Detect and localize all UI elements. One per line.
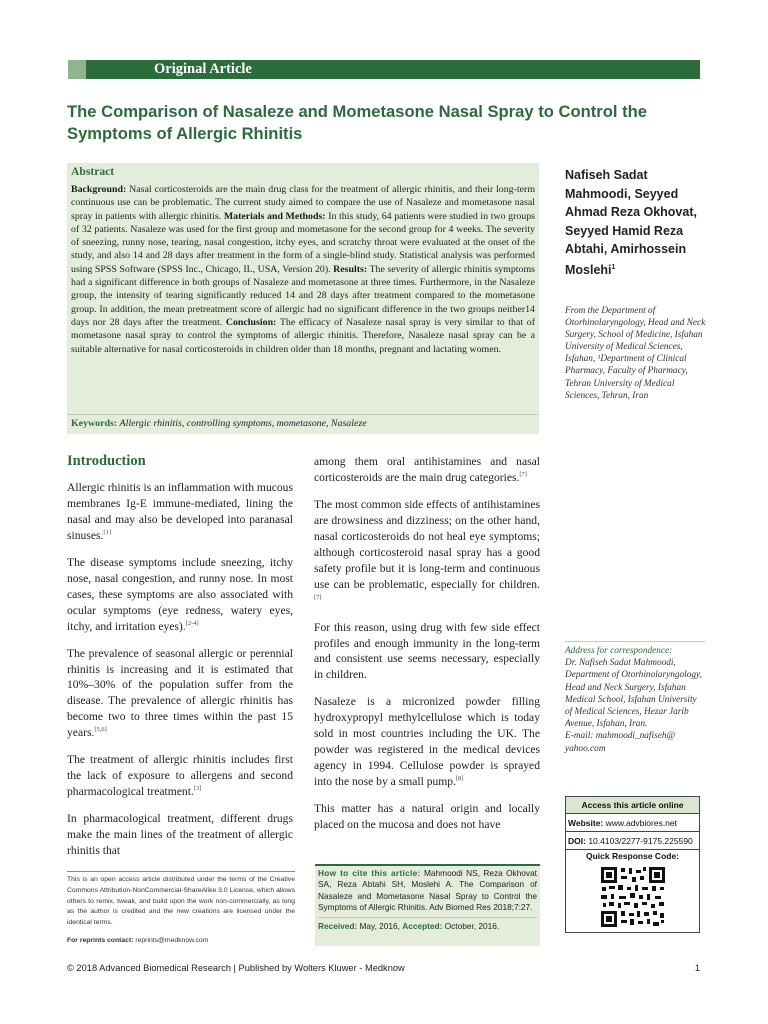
page-footer xyxy=(67,963,700,973)
intro-paragraph xyxy=(67,555,293,635)
abstract-box xyxy=(67,163,539,432)
website-link[interactable]: www.advbiores.net xyxy=(605,818,677,828)
qr-code-icon[interactable] xyxy=(599,865,667,929)
received-date: May, 2016, xyxy=(359,920,400,931)
citation-ref[interactable]: [8] xyxy=(456,775,464,783)
author-names: Nafiseh Sadat Mahmoodi, Seyyed Ahmad Reza Okhovat, Seyyed Hamid Reza Abtahi, Amirhossein Moslehi xyxy=(565,168,697,278)
author-affiliation: From the Department of Otorhinolaryngology, Head and Neck Surgery, School of Medicine, Isfahan University of Medical Sciences, Isfahan, ¹Department of Clinical Pharmacy, Faculty of Pharmacy, Tehran University of Medical Sciences, Tehran, Iran xyxy=(565,306,706,401)
paragraph-text: In pharmacological treatment, different drugs make the main lines of the treatment of allergic rhinitis that xyxy=(67,812,293,858)
accepted-date: October, 2016. xyxy=(444,920,500,931)
intro-paragraph xyxy=(67,646,293,742)
paragraph-text: The most common side effects of antihistamines are drowsiness and dizziness; on the other hand, nasal corticosteroids do not heal eye symptoms; although corticosteroid nasal spray has a good safety profile but it is long-term and continuous use can be problematic, especially for children. xyxy=(314,497,540,591)
author-list xyxy=(565,166,715,280)
banner-accent xyxy=(68,60,86,79)
access-online-box xyxy=(565,796,700,933)
intro-paragraph xyxy=(314,801,540,833)
reprints-contact xyxy=(67,937,208,944)
qr-label: Quick Response Code: xyxy=(585,851,680,861)
article-type-banner xyxy=(68,60,700,79)
introduction-heading: Introduction xyxy=(67,453,146,469)
results-text: The severity of allergic rhinitis symptoms had a significant difference in both groups of Nasaleze and mometasone at three times. Furthermore, in the Nasaleze group, the intensity of tearing significantly reduced 14 and 28 days after treatment compared to the mometasone group. In addition, the mean pretreatment score of allergic had no significant difference in the two groups neither14 days nor 28 days after the treatment. xyxy=(71,263,535,328)
intro-paragraph xyxy=(314,694,540,790)
footer-copyright: © 2018 Advanced Biomedical Research | Published by Wolters Kluwer - Medknow xyxy=(67,963,405,973)
article-type-label: Original Article xyxy=(154,61,252,77)
license-note: This is an open access article distributed under the terms of the Creative Commons Attribution-NonCommercial-ShareAlike 3.0 License, which allows others to remix, tweak, and build upon the work non-commercially, as long as the author is credited and the new creations are licensed under the identical terms. xyxy=(67,871,295,929)
paragraph-text: Nasaleze is a micronized powder filling hydroxypropyl methylcellulose which is today sold in most countries including the UK. The powder was registered in the medical devices agency in 1994. Cellulose powder is sprayed into the nose by a small pump. xyxy=(314,695,540,789)
correspondence-address: Dr. Nafiseh Sadat Mahmoodi, Department of Otorhinolaryngology, Head and Neck Surgery, Isfahan Medical School, Isfahan University of Medical Sciences, Hezar Jarib Avenue, Isfahan, Iran. xyxy=(565,658,702,730)
methods-text: In this study, 64 patients were studied in two groups of 32 patients. Nasaleze was used for the first group and mometasone for the second group for 4 weeks. The severity of sneezing, runny nose, tearing, nasal congestion, itchy eyes, and scratchy throat were evaluated at the onset of the study, and also 14 and 28 days after treatment in the form of a single-blind study. Statistical analysis was performed using SPSS Software (SPSS Inc., Chicago, IL, USA, Version 20). xyxy=(71,210,536,275)
doi-label: DOI: xyxy=(568,836,586,846)
intro-paragraph xyxy=(67,811,293,859)
website-row xyxy=(566,814,699,832)
intro-paragraph xyxy=(314,620,540,684)
reprints-label: For reprints contact: xyxy=(67,937,134,944)
paragraph-text: The treatment of allergic rhinitis includes first the lack of exposure to allergens and second pharmacological treatment. xyxy=(67,753,293,799)
website-label: Website: xyxy=(568,818,604,828)
methods-label: Materials and Methods: xyxy=(223,210,326,222)
citation-ref[interactable]: [7] xyxy=(519,470,527,478)
author-affiliation-marker: 1 xyxy=(611,263,616,271)
access-heading: Access this article online xyxy=(566,797,699,814)
cite-text: Mahmoodi NS, Reza Okhovat SA, Reza Abtahi SH, Moslehi A. The Comparison of Nasaleze and Mometasone Nasal Spray to Control the Symptoms of Allergic Rhinitis. Adv Biomed Res 2018;7:27. xyxy=(318,868,537,913)
keywords-box xyxy=(67,414,539,434)
background-label: Background: xyxy=(71,184,127,195)
citation-ref[interactable]: [3] xyxy=(193,785,202,793)
how-to-cite-box xyxy=(315,864,540,946)
intro-paragraph xyxy=(67,480,293,544)
received-label: Received: xyxy=(318,920,358,931)
correspondence-email[interactable]: E-mail: mahmoodi_nafiseh@ yahoo.com xyxy=(565,731,676,754)
dates-row xyxy=(318,917,537,932)
paragraph-text: The prevalence of seasonal allergic or perennial rhinitis is increasing and it is estimated that 10%–30% of the population suffer from the disease. The prevalence of allergic rhinitis has become two to three times within the past 15 years. xyxy=(67,646,293,740)
correspondence-heading: Address for correspondence: xyxy=(565,646,673,656)
keywords-text: Allergic rhinitis, controlling symptoms, mometasone, Nasaleze xyxy=(119,418,367,429)
abstract-body xyxy=(71,183,535,356)
citation-ref[interactable]: [2-4] xyxy=(185,619,199,627)
results-label: Results: xyxy=(333,263,368,275)
conclusion-label: Conclusion: xyxy=(225,316,277,328)
article-title: The Comparison of Nasaleze and Mometasone Nasal Spray to Control the Symptoms of Allergic Rhinitis xyxy=(67,102,647,143)
paragraph-text: The disease symptoms include sneezing, itchy nose, nasal congestion, and runny nose. In most cases, these symptoms are also associated with ocular symptoms (eye redness, watery eyes, itchy, and irritation eyes). xyxy=(67,555,293,633)
paragraph-text: Allergic rhinitis is an inflammation with mucous membranes Ig-E immune-mediated, lining the nasal and may also be developed into paranasal sinuses. xyxy=(67,481,293,542)
citation-ref[interactable]: [1] xyxy=(103,528,111,536)
citation-ref[interactable]: [7] xyxy=(314,593,322,601)
paragraph-text: among them oral antihistamines and nasal corticosteroids are the main drug categories. xyxy=(314,455,540,484)
correspondence-box xyxy=(565,641,705,755)
body-column-right xyxy=(314,454,540,844)
conclusion-text: The efficacy of Nasaleze nasal spray is very similar to that of mometasone nasal spray to control the symptoms of allergic rhinitis. Therefore, Nasaleze nasal spray can be a suitable alternative for nasal corticosteroids in children older than 18 months, pregnant and lactating women. xyxy=(71,316,536,355)
paragraph-text: For this reason, using drug with few side effect profiles and enough immunity in the long-term and consistent use seems necessary, especially in children. xyxy=(314,620,540,682)
abstract-heading: Abstract xyxy=(71,165,115,178)
intro-paragraph xyxy=(314,454,540,486)
body-column-left xyxy=(67,480,293,870)
accepted-label: Accepted: xyxy=(402,920,443,931)
reprints-email[interactable]: reprints@medknow.com xyxy=(135,937,209,944)
page-number: 1 xyxy=(694,963,700,973)
intro-paragraph xyxy=(314,497,540,609)
intro-paragraph xyxy=(67,752,293,800)
doi-link[interactable]: 10.4103/2277-9175.225590 xyxy=(588,836,693,846)
cite-label: How to cite this article: xyxy=(318,868,421,878)
doi-row xyxy=(566,832,699,850)
citation-ref[interactable]: [5,6] xyxy=(94,726,107,734)
background-text: Nasal corticosteroids are the main drug class for the treatment of allergic rhinitis, and their long-term continuous use can be problematic. The current study aimed to compare the use of Nasaleze and mometasone nasal spray in patients with allergic rhinitis. xyxy=(71,184,535,222)
keywords-label: Keywords: xyxy=(71,418,118,429)
paragraph-text: This matter has a natural origin and locally placed on the mucosa and does not have xyxy=(314,802,540,832)
